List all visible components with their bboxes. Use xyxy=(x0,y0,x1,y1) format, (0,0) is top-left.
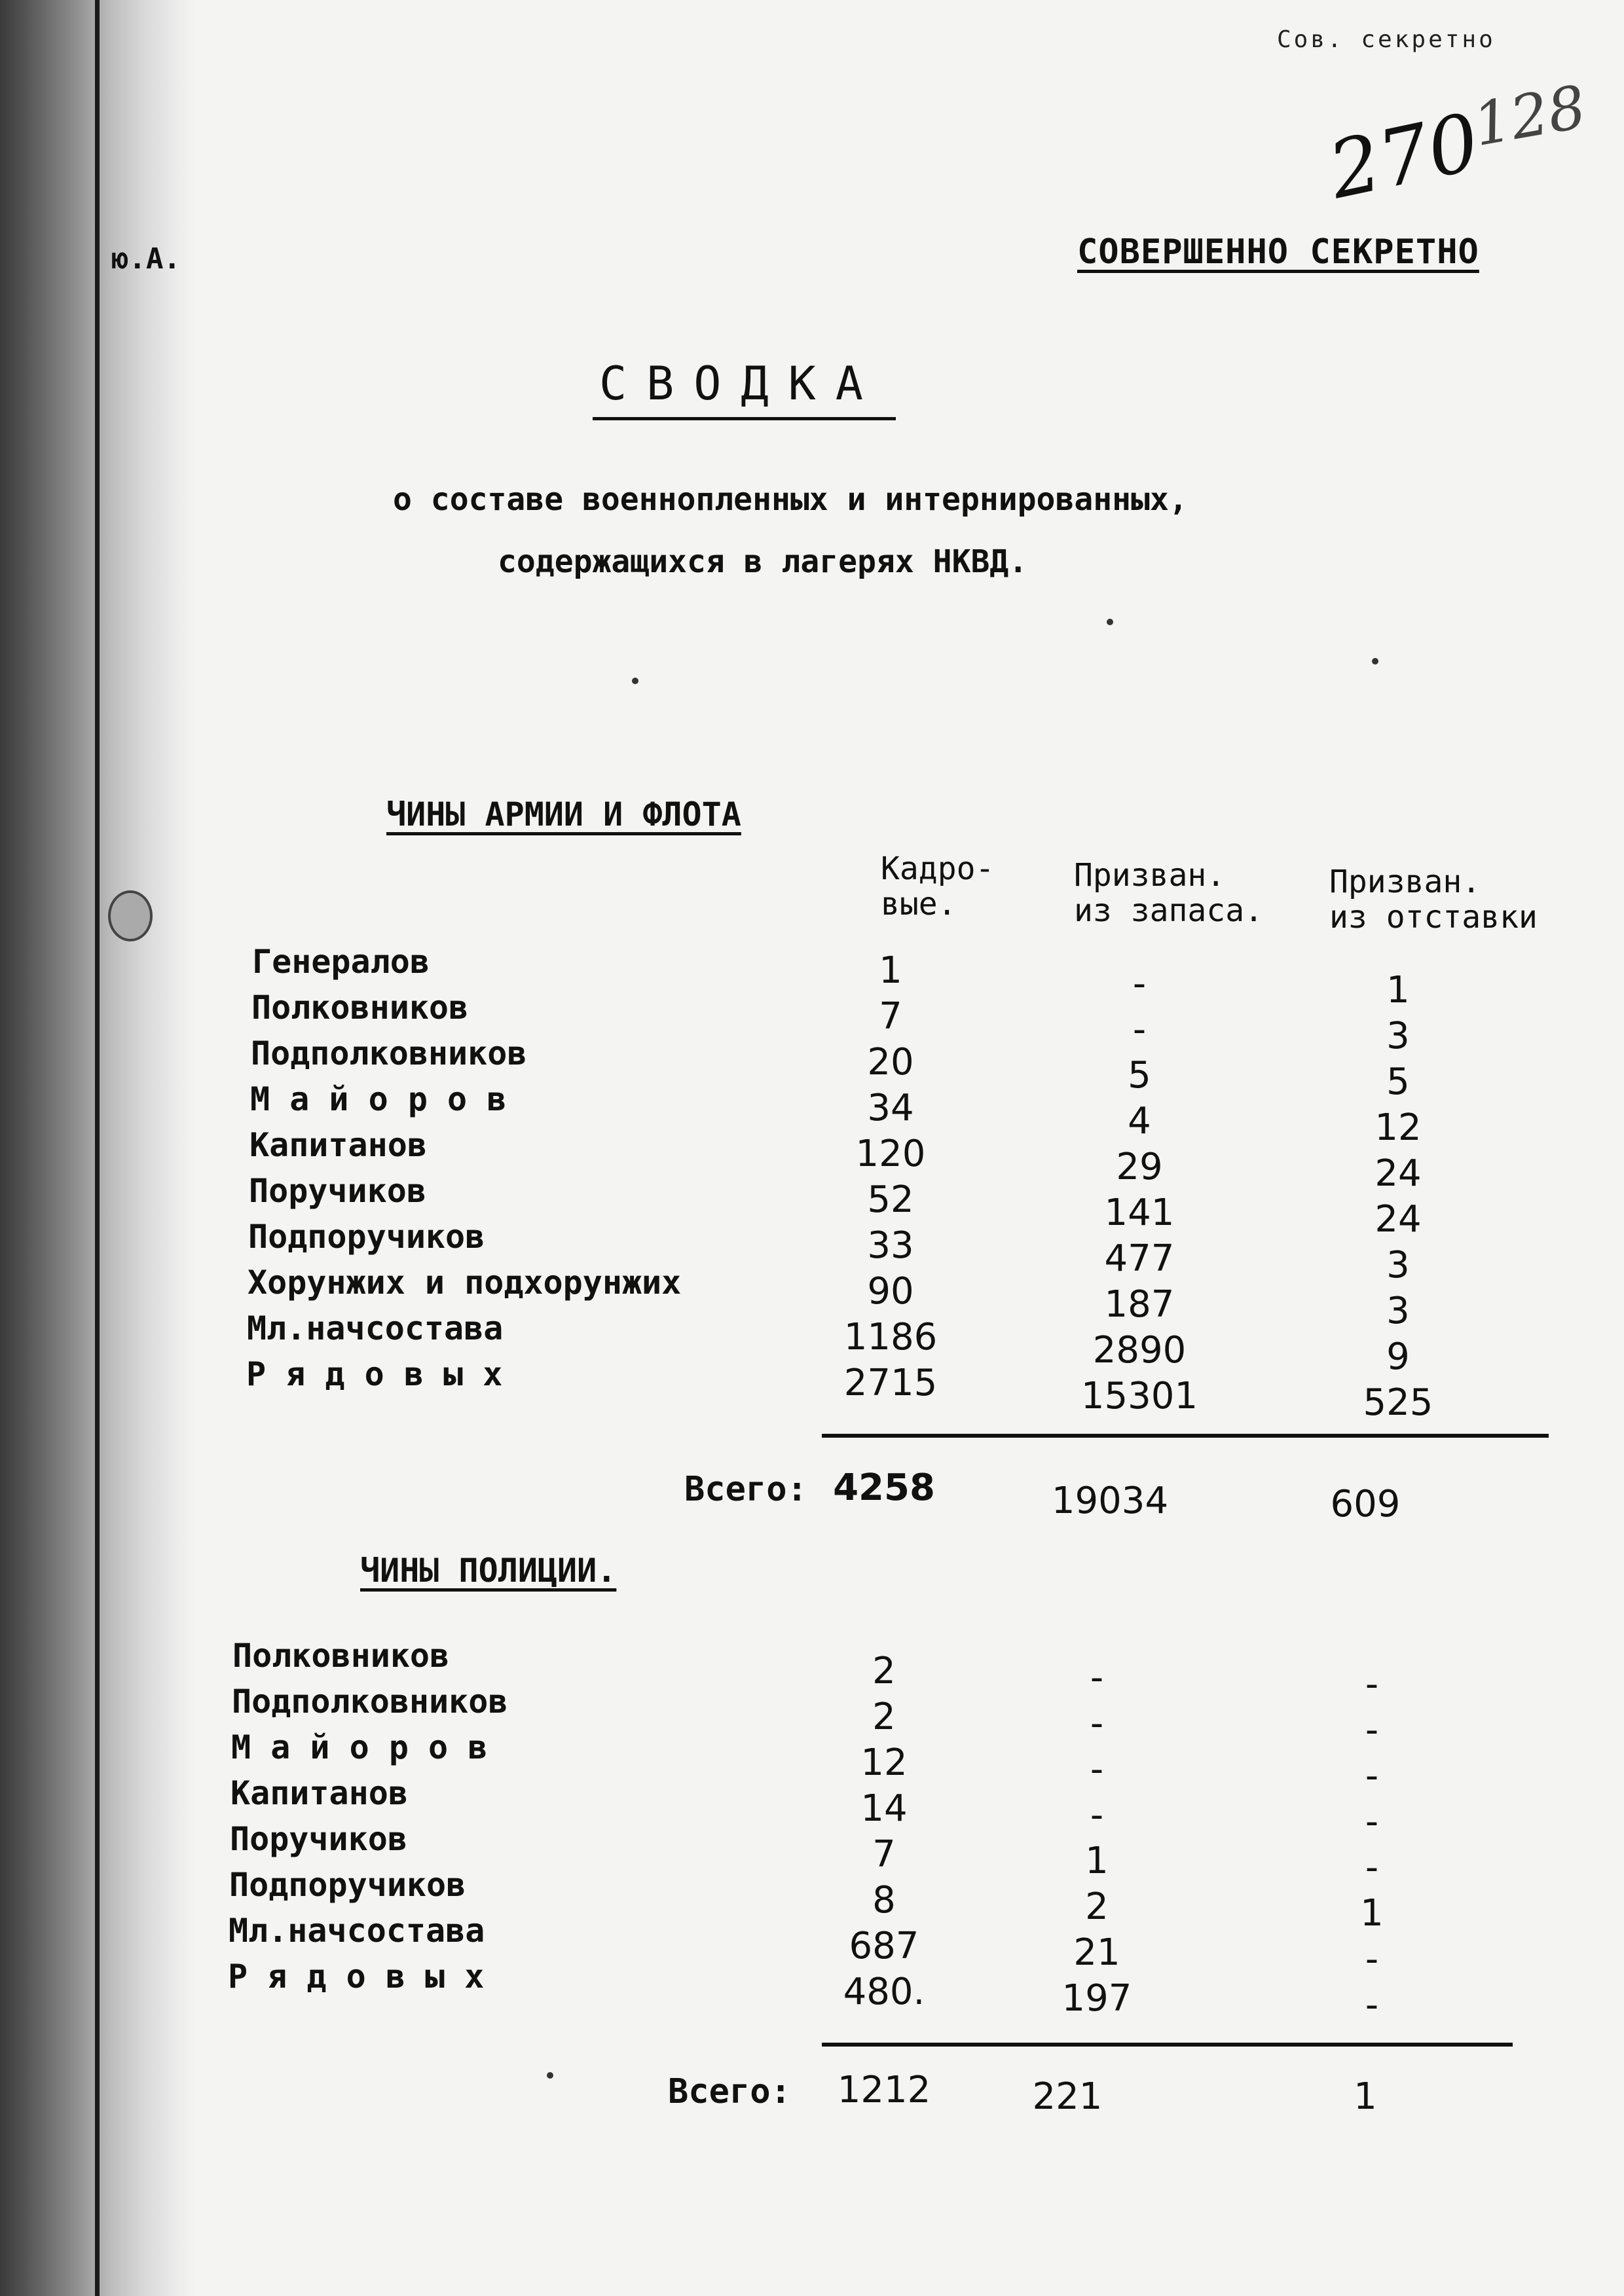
cell-c2: 15301 xyxy=(1080,1375,1198,1417)
column-header-retired xyxy=(1329,864,1538,935)
cell-c2: 197 xyxy=(1061,1977,1132,2020)
row-label: Полковников xyxy=(232,1637,450,1675)
police-total-reserve: 221 xyxy=(1032,2075,1103,2118)
scan-speck xyxy=(1372,658,1378,665)
column-header-career xyxy=(881,851,994,922)
cell-c1: 120 xyxy=(855,1133,926,1175)
column-header-line: Кадро- xyxy=(881,850,995,887)
cell-c3: - xyxy=(1365,1938,1379,1980)
cell-c3: 24 xyxy=(1375,1198,1422,1241)
row-label: Поручиков xyxy=(230,1820,407,1858)
row-label: Генералов xyxy=(252,943,430,981)
police-total-retired: 1 xyxy=(1354,2075,1377,2118)
row-label: Капитанов xyxy=(231,1774,408,1812)
row-label: Капитанов xyxy=(249,1126,427,1164)
police-total-rule xyxy=(822,2043,1513,2047)
cell-c3: 5 xyxy=(1386,1061,1410,1103)
column-header-line: из запаса. xyxy=(1074,892,1263,929)
cell-c1: 687 xyxy=(849,1925,919,1967)
row-label: Хорунжих и подхорунжих xyxy=(248,1264,682,1302)
scan-speck xyxy=(632,678,638,684)
cell-c2: 21 xyxy=(1073,1931,1120,1974)
classification-stamp: СОВЕРШЕННО СЕКРЕТНО xyxy=(1077,232,1479,272)
cell-c2: 187 xyxy=(1104,1283,1175,1326)
cell-c2: - xyxy=(1132,1008,1147,1051)
police-section-heading: ЧИНЫ ПОЛИЦИИ. xyxy=(360,1552,617,1590)
cell-c2: 29 xyxy=(1116,1146,1163,1188)
cell-c2: - xyxy=(1090,1794,1104,1836)
scan-speck xyxy=(1107,619,1113,625)
cell-c2: 5 xyxy=(1128,1054,1151,1097)
binding-line xyxy=(95,0,100,2296)
army-total-reserve: 19034 xyxy=(1051,1480,1169,1522)
row-label: Р я д о в ы х xyxy=(228,1958,485,1995)
army-total-career: 4258 xyxy=(833,1467,935,1509)
cell-c1: 20 xyxy=(867,1041,914,1084)
police-total-career: 1212 xyxy=(837,2069,931,2111)
cell-c3: 1 xyxy=(1386,969,1410,1011)
cell-c1: 12 xyxy=(860,1741,908,1784)
cell-c3: - xyxy=(1365,1709,1379,1751)
document-title: СВОДКА xyxy=(593,357,896,420)
row-label: Подполковников xyxy=(232,1683,508,1721)
row-label: М а й о р о в xyxy=(231,1728,488,1766)
cell-c2: 2890 xyxy=(1092,1329,1187,1372)
cell-c3: 3 xyxy=(1386,1290,1410,1332)
cell-c3: 24 xyxy=(1375,1152,1422,1195)
cell-c1: 14 xyxy=(860,1787,908,1830)
cell-c2: 477 xyxy=(1104,1237,1175,1280)
cell-c2: - xyxy=(1132,962,1147,1005)
row-label: Р я д о в ы х xyxy=(246,1355,503,1393)
row-label: Подполковников xyxy=(251,1034,527,1072)
cell-c2: 4 xyxy=(1128,1100,1151,1142)
column-header-line: Призван. xyxy=(1329,864,1481,900)
column-header-line: из отставки xyxy=(1329,899,1538,936)
cell-c3: 3 xyxy=(1386,1015,1410,1057)
punch-hole xyxy=(108,890,153,941)
cell-c3: - xyxy=(1365,1663,1379,1705)
subtitle-line-2: содержащихся в лагерях НКВД. xyxy=(498,543,1028,580)
cell-c1: 33 xyxy=(867,1224,914,1267)
row-label: Мл.начсостава xyxy=(247,1309,504,1347)
cell-c2: 141 xyxy=(1104,1192,1175,1234)
scan-speck xyxy=(547,2072,553,2079)
cell-c3: 525 xyxy=(1363,1381,1433,1424)
row-label: Мл.начсостава xyxy=(229,1912,485,1950)
column-header-line: Призван. xyxy=(1074,857,1226,894)
row-label: Полковников xyxy=(251,989,469,1027)
cell-c1: 7 xyxy=(879,995,902,1038)
cell-c2: 2 xyxy=(1085,1886,1109,1928)
row-label: М а й о р о в xyxy=(250,1080,507,1118)
cell-c3: - xyxy=(1365,1984,1379,2026)
cell-c1: 1186 xyxy=(843,1316,938,1358)
police-total-label: Всего: xyxy=(668,2072,791,2111)
cell-c1: 52 xyxy=(867,1178,914,1221)
column-header-line: вые. xyxy=(881,886,957,922)
column-header-reserve xyxy=(1074,858,1263,928)
cell-c3: 12 xyxy=(1375,1106,1422,1149)
army-total-retired: 609 xyxy=(1330,1483,1401,1525)
cell-c2: - xyxy=(1090,1748,1104,1791)
army-section-heading: ЧИНЫ АРМИИ И ФЛОТА xyxy=(386,795,741,833)
archive-number-secondary: 128 xyxy=(1468,72,1591,160)
cell-c1: 2 xyxy=(872,1650,896,1692)
row-label: Подпоручиков xyxy=(229,1866,466,1904)
cell-c2: - xyxy=(1090,1656,1104,1699)
row-label: Поручиков xyxy=(249,1172,426,1210)
army-total-label: Всего: xyxy=(684,1470,807,1509)
cell-c3: - xyxy=(1365,1800,1379,1843)
cell-c1: 2 xyxy=(872,1696,896,1738)
cell-c3: 9 xyxy=(1386,1336,1410,1378)
margin-mark: ю.А. xyxy=(111,242,181,276)
cell-c1: 34 xyxy=(867,1087,914,1129)
subtitle-line-1: о составе военнопленных и интернированных, xyxy=(393,481,1188,518)
cell-c1: 2715 xyxy=(843,1362,938,1404)
cell-c2: - xyxy=(1090,1702,1104,1745)
cell-c3: 3 xyxy=(1386,1244,1410,1286)
cell-c1: 7 xyxy=(872,1833,896,1876)
cell-c1: 1 xyxy=(879,949,902,992)
cell-c2: 1 xyxy=(1085,1840,1109,1882)
army-total-rule xyxy=(822,1434,1549,1438)
archive-number: 270 xyxy=(1321,96,1487,217)
top-handwritten-note: Сов. секретно xyxy=(1277,26,1496,53)
cell-c1: 480. xyxy=(843,1971,925,2013)
cell-c3: - xyxy=(1365,1755,1379,1797)
row-label: Подпоручиков xyxy=(248,1218,485,1256)
cell-c3: 1 xyxy=(1360,1892,1384,1935)
cell-c1: 90 xyxy=(867,1270,914,1313)
cell-c1: 8 xyxy=(872,1879,896,1922)
cell-c3: - xyxy=(1365,1846,1379,1889)
